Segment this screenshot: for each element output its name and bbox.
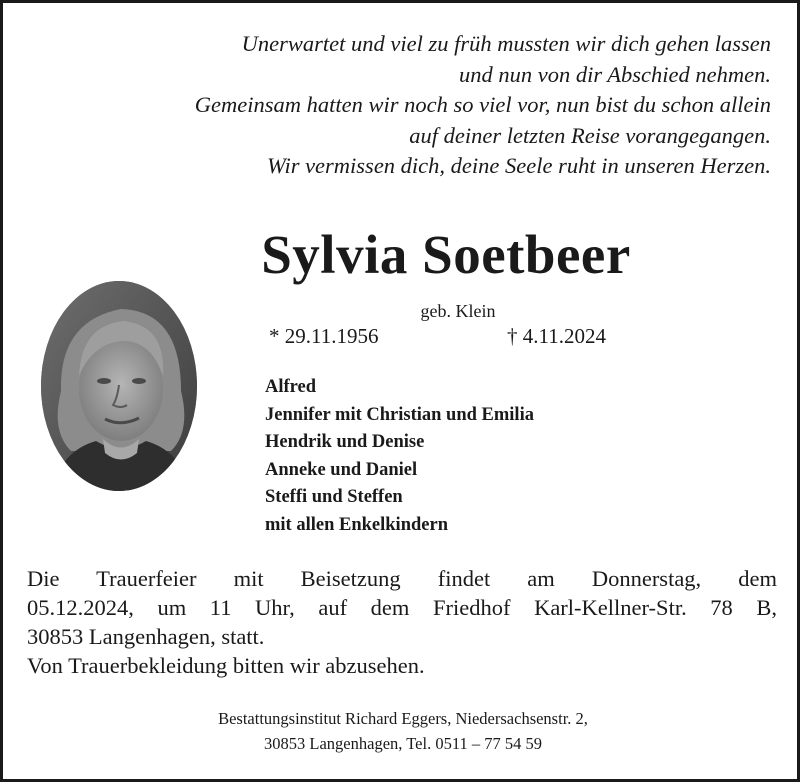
birth-name: geb. Klein xyxy=(420,301,496,321)
death-date: † 4.11.2024 xyxy=(507,324,606,348)
deceased-name: Sylvia Soetbeer xyxy=(261,224,631,285)
poem-line: Unerwartet und viel zu früh mussten wir dich gehen lassen xyxy=(241,31,771,56)
poem xyxy=(31,29,771,182)
funeral-home-line: Bestattungsinstitut Richard Eggers, Niedersachsenstr. 2, xyxy=(218,709,588,728)
funeral-home-line: 30853 Langenhagen, Tel. 0511 – 77 54 59 xyxy=(264,734,542,753)
poem-line: auf deiner letzten Reise vorangegangen. xyxy=(409,122,771,148)
portrait-photo xyxy=(41,281,197,491)
birth-date: * 29.11.1956 xyxy=(269,324,379,348)
poem-line: Gemeinsam hatten wir noch so viel vor, nun bist du schon allein xyxy=(194,92,771,117)
poem-line: Wir vermissen dich, deine Seele ruht in unseren Herzen. xyxy=(266,153,771,178)
ceremony-line: 05.12.2024, um 11 Uhr, auf dem Friedhof Karl-Kellner-Str. 78 B, xyxy=(27,595,777,620)
poem-line: und nun von dir Abschied nehmen. xyxy=(458,61,771,87)
ceremony-line: Von Trauerbekleidung bitten wir abzusehen. xyxy=(27,653,425,678)
mourners-list xyxy=(265,374,534,539)
mourner: Anneke und Daniel xyxy=(265,459,418,480)
funeral-home-info xyxy=(3,706,800,756)
ceremony-info xyxy=(27,564,777,680)
mourner: mit allen Enkelkindern xyxy=(265,514,448,535)
mourner: Alfred xyxy=(265,377,317,397)
mourner: Jennifer mit Christian und Emilia xyxy=(265,404,534,425)
mourner: Steffi und Steffen xyxy=(265,487,403,507)
ceremony-line: Die Trauerfeier mit Beisetzung findet am Donnerstag, dem xyxy=(27,566,777,591)
mourner: Hendrik und Denise xyxy=(265,432,425,452)
ceremony-line: 30853 Langenhagen, statt. xyxy=(27,624,265,649)
